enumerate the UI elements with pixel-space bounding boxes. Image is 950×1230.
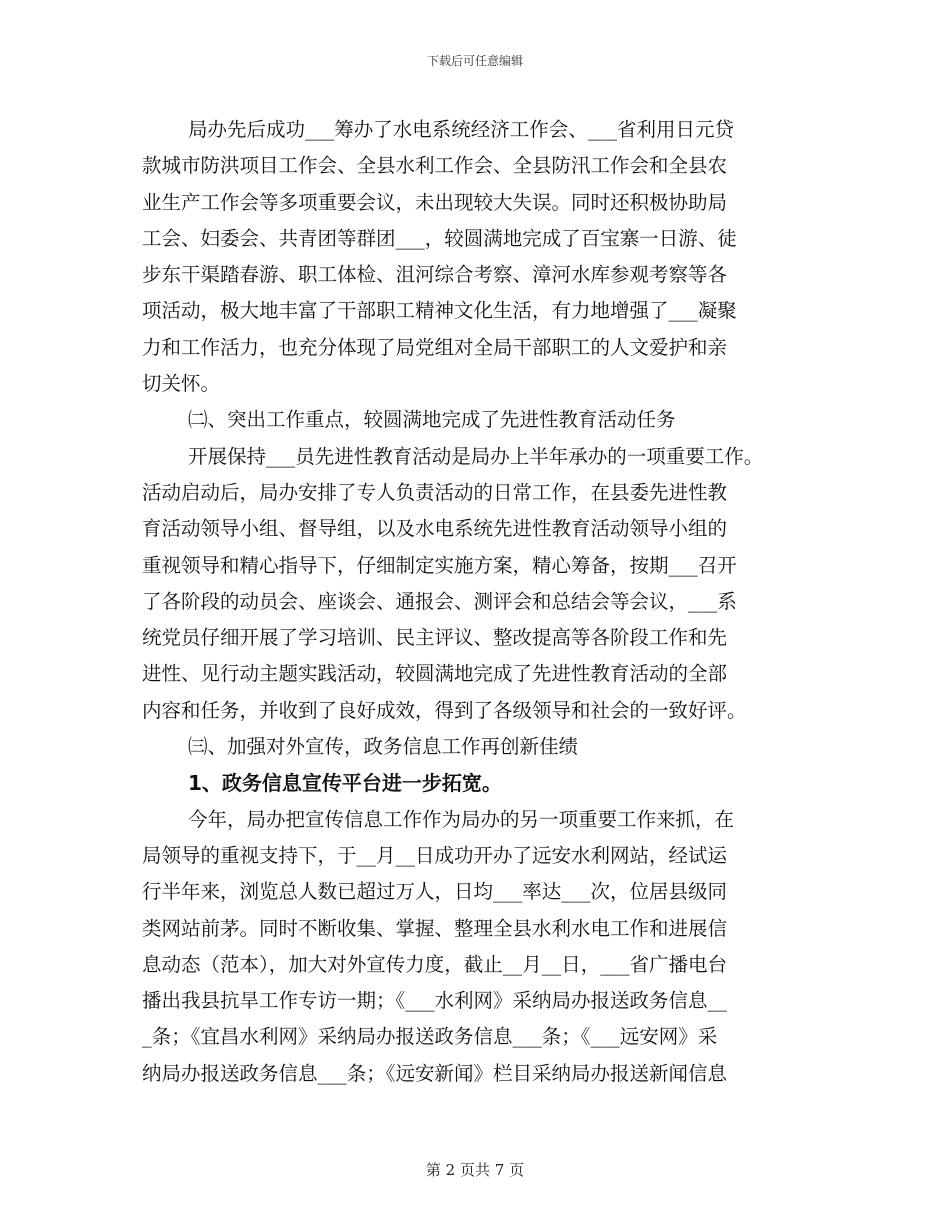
text-line: 行半年来，浏览总人数已超过万人，日均___率达___次，位居县级同: [142, 880, 728, 904]
text-line: 项活动，极大地丰富了干部职工精神文化生活，有力地增强了___凝聚: [142, 299, 737, 323]
text-line: 局领导的重视支持下，于__月__日成功开办了远安水利网站，经试运: [142, 843, 728, 867]
page-footer: 第 2 页共 7 页: [425, 1161, 525, 1179]
text-line: 育活动领导小组、督导组，以及水电系统先进性教育活动领导小组的: [142, 517, 728, 541]
text-line: 纳局办报送政务信息___条；《远安新闻》栏目采纳局办报送新闻信息: [142, 1061, 728, 1085]
section-heading: ㈡、突出工作重点，较圆满地完成了先进性教育活动任务: [188, 408, 676, 432]
text-line: 力和工作活力，也充分体现了局党组对全局干部职工的人文爱护和亲: [142, 335, 728, 359]
text-line: 活动启动后，局办安排了专人负责活动的日常工作，在县委先进性教: [142, 480, 728, 504]
text-line: 重视领导和精心指导下，仔细制定实施方案，精心筹备，按期___召开: [142, 553, 737, 577]
text-line: 进性、见行动主题实践活动，较圆满地完成了先进性教育活动的全部: [142, 662, 728, 686]
text-line: 工会、妇委会、共青团等群团___，较圆满地完成了百宝寨一日游、徒: [142, 226, 737, 250]
text-line: 步东干渠踏春游、职工体检、沮河综合考察、漳河水库参观考察等各: [142, 263, 728, 287]
text-line: 切关怀。: [142, 372, 221, 396]
text-line: _条；《宜昌水利网》采纳局办报送政务信息___条；《___远安网》采: [142, 1025, 718, 1049]
text-line: 业生产工作会等多项重要会议，未出现较大失误。同时还积极协助局: [142, 190, 728, 214]
text-line: 了各阶段的动员会、座谈会、通报会、测评会和总结会等会议，___系: [142, 589, 737, 613]
text-line: 款城市防洪项目工作会、全县水利工作会、全县防汛工作会和全县农: [142, 154, 728, 178]
page-header: 下载后可任意编辑: [426, 54, 523, 68]
text-line: 今年，局办把宣传信息工作作为局办的另一项重要工作来抓，在: [188, 807, 735, 831]
text-line: 内容和任务，并收到了良好成效，得到了各级领导和社会的一致好评。: [142, 698, 747, 722]
subsection-heading: 1、政务信息宣传平台进一步拓宽。: [188, 771, 502, 796]
text-line: 息动态（范本），加大对外宣传力度，截止__月__日，___省广播电台: [142, 952, 728, 976]
text-line: 统党员仔细开展了学习培训、民主评议、整改提高等各阶段工作和先: [142, 626, 728, 650]
text-line: 开展保持___员先进性教育活动是局办上半年承办的一项重要工作。: [188, 444, 764, 468]
text-line: 类网站前茅。同时不断收集、掌握、整理全县水利水电工作和进展信: [142, 916, 728, 940]
text-line: 播出我县抗旱工作专访一期；《___水利网》采纳局办报送政务信息__: [142, 989, 728, 1013]
document-body: [142, 112, 822, 1092]
text-line: 局办先后成功___筹办了水电系统经济工作会、___省利用日元贷: [188, 118, 735, 141]
section-heading: ㈢、加强对外宣传，政务信息工作再创新佳绩: [188, 735, 579, 759]
